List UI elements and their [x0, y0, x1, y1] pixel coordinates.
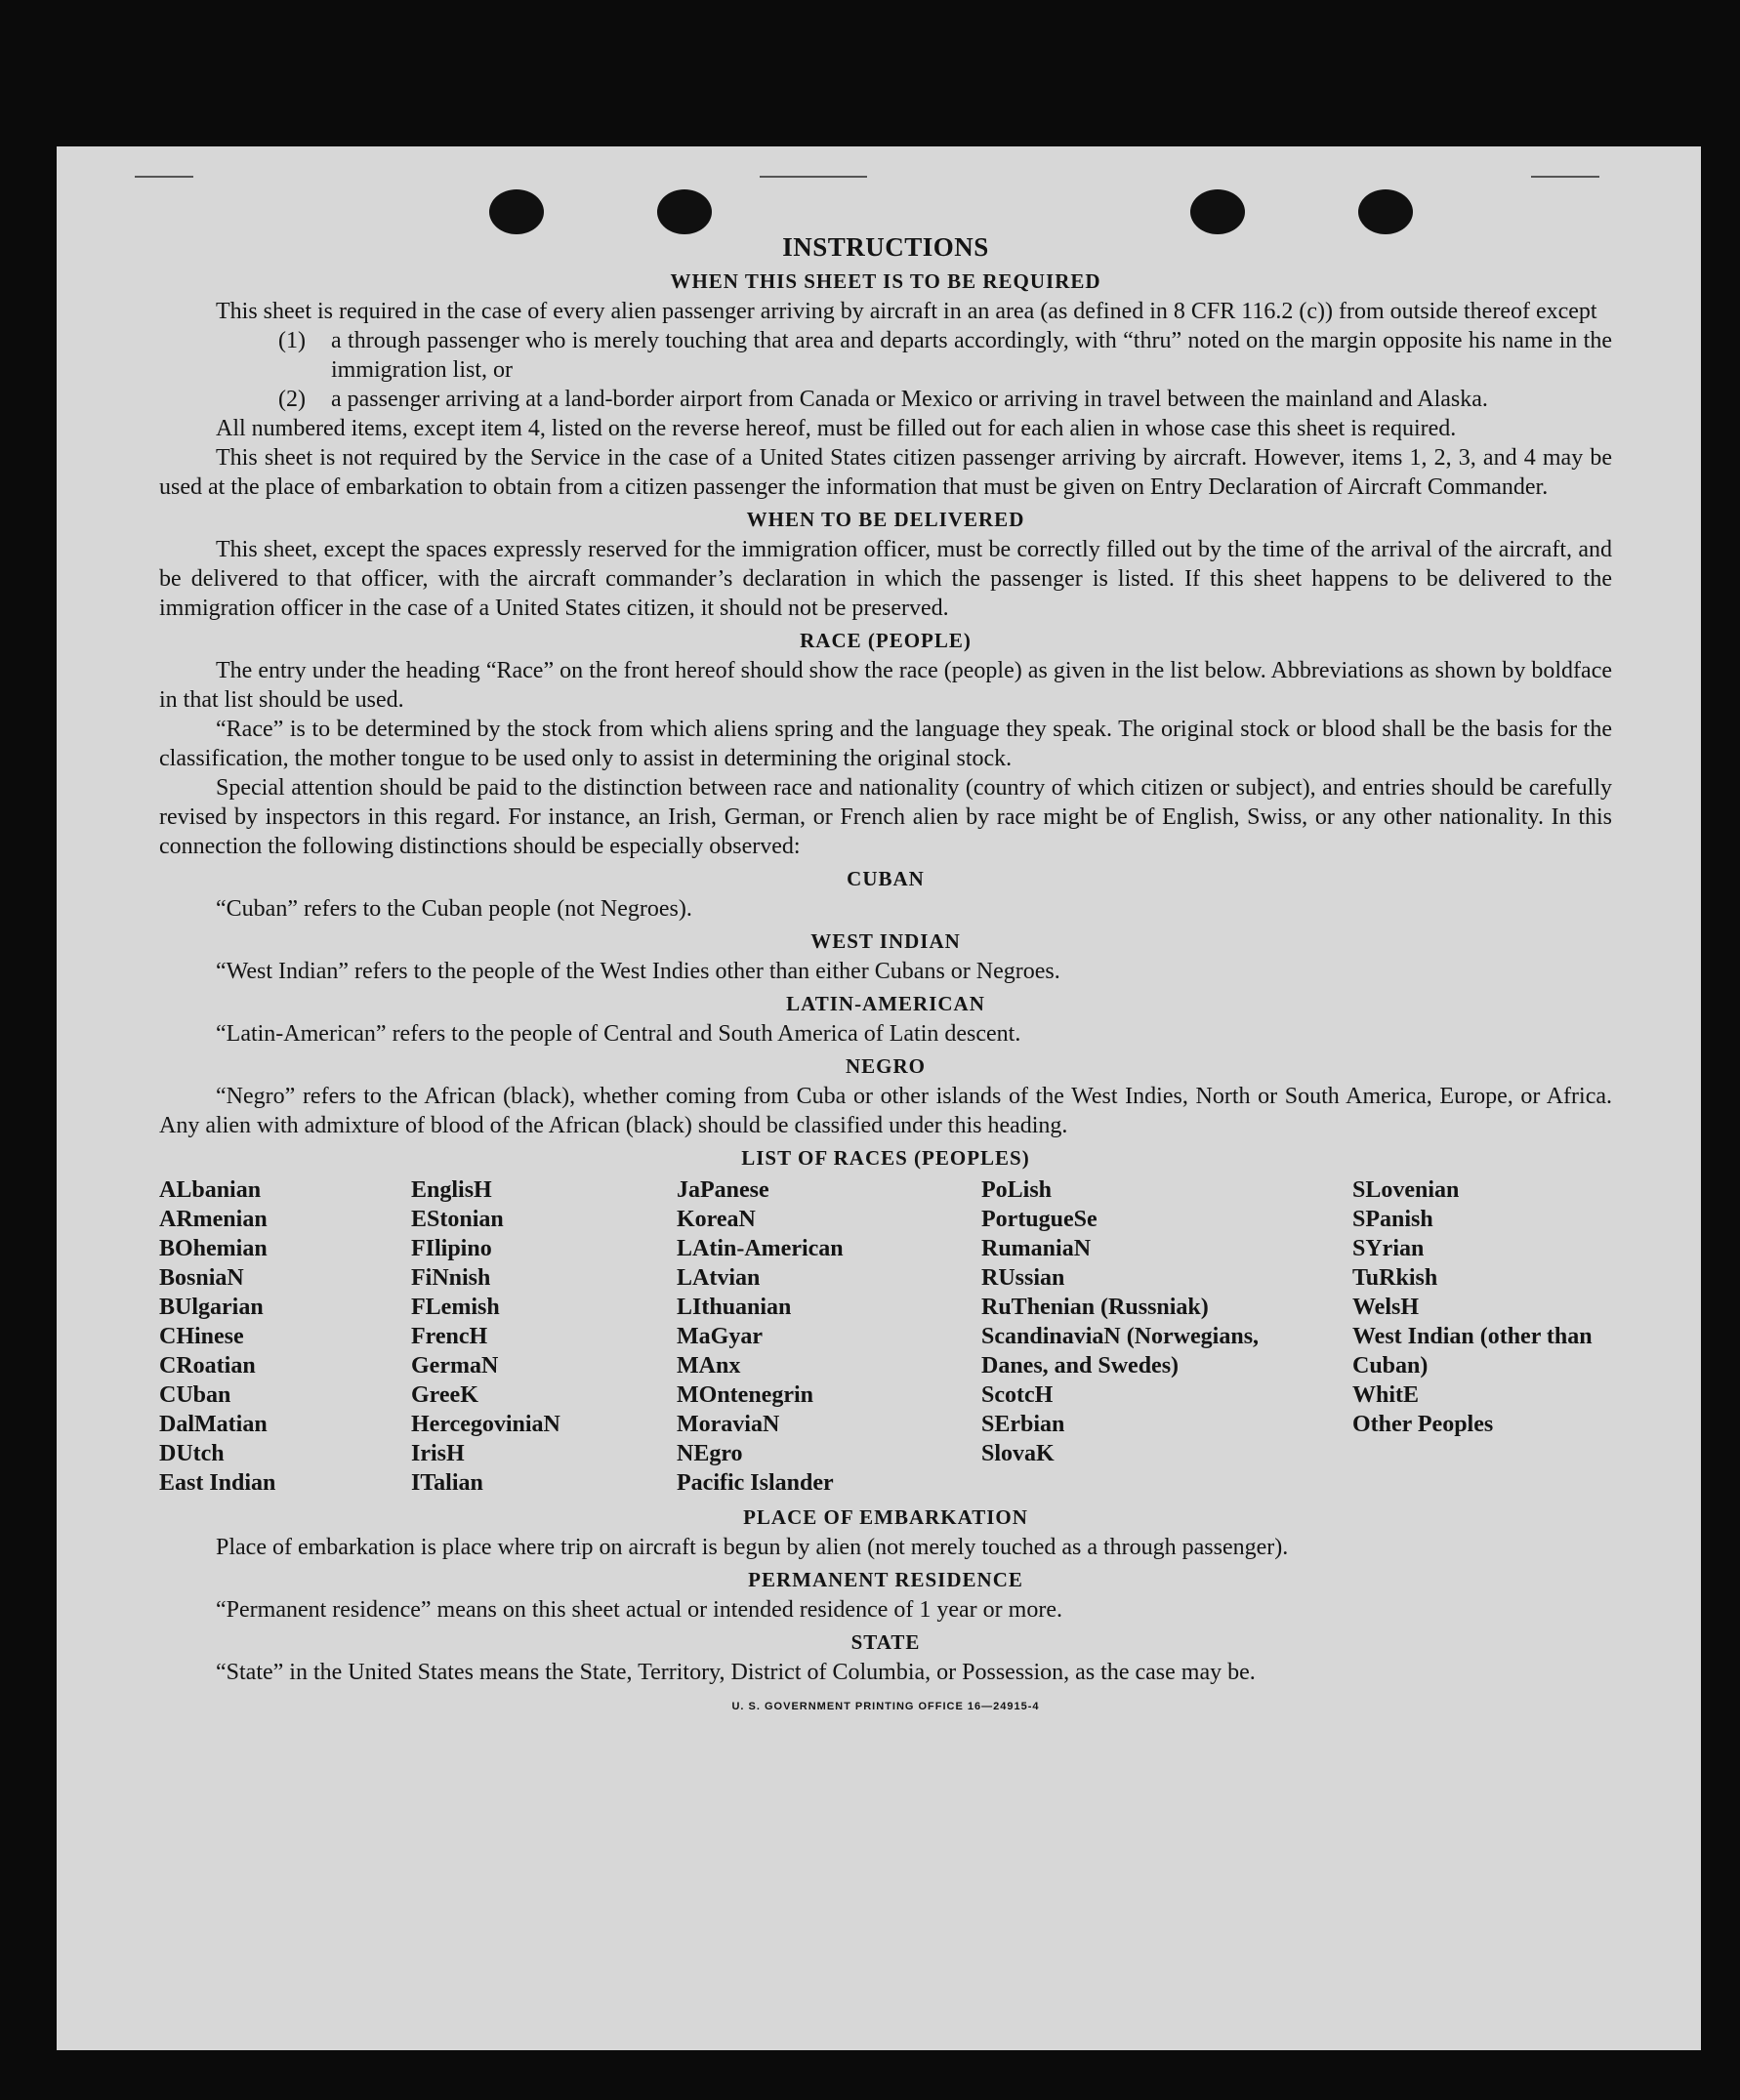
paragraph: This sheet, except the spaces expressly reserved for the immigration officer, must be correctly filled out by the time of the arrival of the aircraft, and be delivered to that officer, with the aircraft commander’s declaration in which the passenger is listed. If this sheet happens to be delivered to the immigration officer in the case of a United States citizen, it should not be preserved.	[159, 537, 1612, 621]
race-item: SYrian	[1352, 1236, 1425, 1261]
heading-when-delivered: WHEN TO BE DELIVERED	[746, 508, 1025, 531]
race-item: DalMatian	[159, 1412, 268, 1437]
paragraph: This sheet is not required by the Service in the case of a United States citizen passenger arriving by aircraft. However, items 1, 2, 3, and 4 may be used at the place of embarkation to obtain from a citizen passenger the information that must be given on Entry Declaration of Aircraft Commander.	[159, 445, 1612, 500]
paragraph: “Negro” refers to the African (black), whether coming from Cuba or other islands of the West Indies, North or South America, Europe, or Africa. Any alien with admixture of blood of the African (black) should be classified under this heading.	[159, 1084, 1612, 1138]
race-item: KoreaN	[677, 1207, 756, 1232]
mark	[760, 176, 867, 178]
heading-negro: NEGRO	[845, 1054, 926, 1078]
race-item: HercegoviniaN	[411, 1412, 560, 1437]
race-item: LAtin-American	[677, 1236, 844, 1261]
race-item: FLemish	[411, 1295, 500, 1320]
race-item: East Indian	[159, 1470, 276, 1496]
punch-hole	[1358, 189, 1413, 234]
instruction-sheet	[57, 146, 1701, 2050]
race-column	[159, 1175, 411, 1498]
mark	[135, 176, 193, 178]
race-item: SLovenian	[1352, 1177, 1460, 1203]
race-item: ALbanian	[159, 1177, 262, 1203]
race-item: West Indian (other than Cuban)	[1352, 1324, 1593, 1379]
race-column	[677, 1175, 981, 1498]
heading-when-required: WHEN THIS SHEET IS TO BE REQUIRED	[670, 269, 1101, 293]
race-item: SlovaK	[981, 1441, 1055, 1466]
race-item: ScotcH	[981, 1382, 1054, 1408]
paragraph: Place of embarkation is place where trip on aircraft is begun by alien (not merely touched as a through passenger).	[216, 1535, 1289, 1560]
race-item: NEgro	[677, 1441, 743, 1466]
race-item: SErbian	[981, 1412, 1065, 1437]
heading-latin-american: LATIN-AMERICAN	[786, 992, 985, 1015]
paragraph: This sheet is required in the case of every alien passenger arriving by aircraft in an area (as defined in 8 CFR 116.2 (c)) from outside thereof except	[216, 299, 1597, 324]
race-item: FiNnish	[411, 1265, 491, 1291]
page-title: INSTRUCTIONS	[782, 232, 989, 262]
mark	[1531, 176, 1599, 178]
paragraph: “Cuban” refers to the Cuban people (not Negroes).	[216, 896, 692, 922]
paragraph: The entry under the heading “Race” on the front hereof should show the race (people) as given in the list below. Abbreviations as shown by boldface in that list should be used.	[159, 658, 1612, 713]
race-item: WhitE	[1352, 1382, 1420, 1408]
heading-list-of-races: LIST OF RACES (PEOPLES)	[741, 1146, 1030, 1170]
race-item: SPanish	[1352, 1207, 1433, 1232]
punch-hole	[657, 189, 712, 234]
race-item: TuRkish	[1352, 1265, 1438, 1291]
race-item: IrisH	[411, 1441, 465, 1466]
race-item: PoLish	[981, 1177, 1053, 1203]
race-item: EnglisH	[411, 1177, 492, 1203]
race-item: Other Peoples	[1352, 1412, 1494, 1437]
race-item: BUlgarian	[159, 1295, 264, 1320]
race-item: EStonian	[411, 1207, 504, 1232]
race-item: MoraviaN	[677, 1412, 780, 1437]
paragraph: Special attention should be paid to the distinction between race and nationality (country of which citizen or subject), and entries should be carefully revised by inspectors in this regard. For instance, an Irish, German, or French alien by race might be of English, Swiss, or any other nationality. In this connection the following distinctions should be especially observed:	[159, 775, 1612, 859]
paragraph: “Race” is to be determined by the stock from which aliens spring and the language they speak. The original stock or blood shall be the basis for the classification, the mother tongue to be used only to assist in determining the original stock.	[159, 717, 1612, 771]
heading-permanent-residence: PERMANENT RESIDENCE	[748, 1568, 1023, 1591]
race-item: FrencH	[411, 1324, 488, 1349]
race-item: DUtch	[159, 1441, 225, 1466]
race-item: ITalian	[411, 1470, 483, 1496]
race-item: ScandinaviaN (Norwegians, Danes, and Swedes)	[981, 1324, 1260, 1379]
paragraph: “State” in the United States means the State, Territory, District of Columbia, or Possession, as the case may be.	[216, 1660, 1256, 1685]
race-item: LIthuanian	[677, 1295, 792, 1320]
heading-race: RACE (PEOPLE)	[800, 629, 972, 652]
printing-office-footer: U. S. GOVERNMENT PRINTING OFFICE 16—24915-4	[731, 1701, 1040, 1712]
heading-west-indian: WEST INDIAN	[810, 929, 961, 953]
punch-hole	[1190, 189, 1245, 234]
race-item: RumaniaN	[981, 1236, 1092, 1261]
race-item: JaPanese	[677, 1177, 769, 1203]
race-item: FIlipino	[411, 1236, 492, 1261]
race-item: MAnx	[677, 1353, 741, 1379]
race-item: PortugueSe	[981, 1207, 1098, 1232]
race-item: RuThenian (Russniak)	[981, 1295, 1209, 1320]
race-item: ARmenian	[159, 1207, 268, 1232]
race-column	[1352, 1175, 1612, 1498]
paragraph: All numbered items, except item 4, listed on the reverse hereof, must be filled out for each alien in whose case this sheet is required.	[216, 416, 1457, 441]
heading-embarkation: PLACE OF EMBARKATION	[743, 1505, 1028, 1529]
document-body	[159, 232, 1612, 1712]
race-item: MaGyar	[677, 1324, 763, 1349]
race-item: CUban	[159, 1382, 231, 1408]
race-list	[159, 1175, 1612, 1498]
heading-cuban: CUBAN	[847, 867, 925, 890]
race-column	[411, 1175, 677, 1498]
race-item: RUssian	[981, 1265, 1065, 1291]
heading-state: STATE	[850, 1630, 921, 1654]
race-item: CHinese	[159, 1324, 244, 1349]
race-column	[981, 1175, 1352, 1498]
race-item: BOhemian	[159, 1236, 268, 1261]
race-item: LAtvian	[677, 1265, 761, 1291]
race-item: Pacific Islander	[677, 1470, 834, 1496]
paragraph: “Permanent residence” means on this sheet actual or intended residence of 1 year or more.	[216, 1597, 1062, 1623]
paragraph: “Latin-American” refers to the people of Central and South America of Latin descent.	[216, 1021, 1021, 1047]
punch-hole	[489, 189, 544, 234]
list-item: (1) a through passenger who is merely touching that area and departs accordingly, with “thru” noted on the margin opposite his name in the immigration list, or	[278, 328, 1612, 383]
paragraph: “West Indian” refers to the people of the West Indies other than either Cubans or Negroes.	[216, 959, 1060, 984]
race-item: WelsH	[1352, 1295, 1420, 1320]
race-item: GreeK	[411, 1382, 478, 1408]
race-item: MOntenegrin	[677, 1382, 813, 1408]
race-item: CRoatian	[159, 1353, 256, 1379]
race-item: GermaN	[411, 1353, 499, 1379]
list-item: (2) a passenger arriving at a land-border airport from Canada or Mexico or arriving in travel between the mainland and Alaska.	[278, 387, 1488, 412]
race-item: BosniaN	[159, 1265, 244, 1291]
